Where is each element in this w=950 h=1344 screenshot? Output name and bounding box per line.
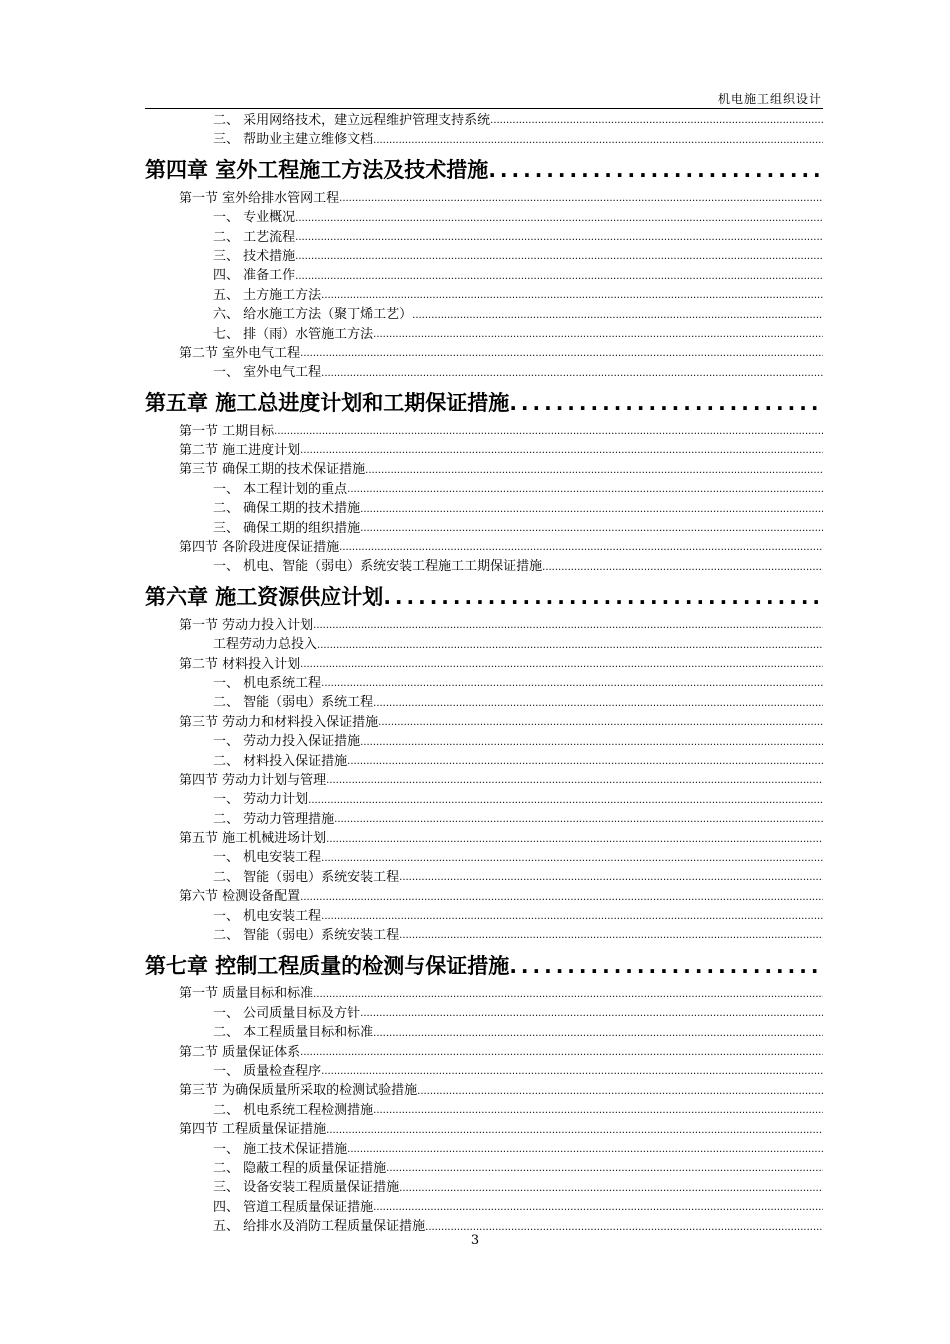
- toc-chapter[interactable]: [145, 152, 823, 189]
- dot-leader: [360, 524, 823, 534]
- toc-entry-label: 二、 智能（弱电）系统安装工程: [213, 928, 400, 944]
- toc-entry-label: 一、 室外电气工程: [213, 365, 322, 381]
- toc-item[interactable]: [145, 693, 823, 712]
- dot-leader: [295, 252, 823, 262]
- dot-leader: [326, 776, 823, 786]
- dot-leader: [313, 621, 823, 631]
- toc-section[interactable]: [145, 1081, 823, 1100]
- dot-leader: [347, 757, 823, 767]
- toc-item[interactable]: [145, 266, 823, 285]
- header-rule: [145, 108, 823, 109]
- toc-chapter[interactable]: [145, 385, 823, 422]
- toc-entry-label: 第四节 工程质量保证措施: [179, 1122, 327, 1138]
- toc-item[interactable]: [145, 325, 823, 344]
- toc-entry-label: 第六节 检测设备配置: [179, 889, 301, 905]
- toc-item[interactable]: [145, 286, 823, 305]
- dot-leader: [295, 233, 823, 243]
- toc-entry-label: 五、 给排水及消防工程质量保证措施: [213, 1219, 426, 1235]
- toc-section[interactable]: [145, 713, 823, 732]
- dot-leader: [274, 427, 823, 437]
- toc-item[interactable]: [145, 557, 823, 576]
- dot-leader: [360, 1009, 823, 1019]
- dot-leader: [300, 893, 823, 903]
- toc-item[interactable]: [145, 208, 823, 227]
- toc-entry-label: 第一节 劳动力投入计划: [179, 617, 314, 633]
- dot-leader: [399, 931, 823, 941]
- dot-leader: [339, 194, 823, 204]
- dot-leader: [383, 587, 823, 607]
- toc-section[interactable]: [145, 984, 823, 1003]
- toc-section[interactable]: [145, 771, 823, 790]
- page-number: 3: [470, 1233, 480, 1248]
- toc-entry-label: 三、 设备安装工程质量保证措施: [213, 1180, 400, 1196]
- toc-item[interactable]: [145, 305, 823, 324]
- dot-leader: [399, 873, 823, 883]
- toc-entry-label: 四、 准备工作: [213, 268, 296, 284]
- toc-item[interactable]: [145, 1178, 823, 1197]
- dot-leader: [490, 116, 823, 126]
- toc-section[interactable]: [145, 441, 823, 460]
- dot-leader: [300, 349, 823, 359]
- toc-item[interactable]: [145, 499, 823, 518]
- toc-item[interactable]: [145, 752, 823, 771]
- toc-entry-label: 一、 质量检查程序: [213, 1064, 322, 1079]
- toc-item[interactable]: [145, 635, 823, 654]
- dot-leader: [542, 563, 823, 573]
- toc-entry-label: 工程劳动力总投入: [213, 637, 318, 653]
- toc-item[interactable]: [145, 868, 823, 887]
- toc-entry-label: 第五节 施工机械进场计划: [179, 831, 327, 847]
- dot-leader: [360, 505, 823, 515]
- toc-item[interactable]: [145, 519, 823, 538]
- table-of-contents: [145, 111, 823, 1237]
- dot-leader: [308, 796, 823, 806]
- toc-item[interactable]: [145, 111, 823, 130]
- toc-entry-label: 二、 本工程质量目标和标准: [213, 1025, 374, 1041]
- toc-item[interactable]: [145, 907, 823, 926]
- toc-entry-label: 第三节 确保工期的技术保证措施: [179, 462, 366, 478]
- dot-leader: [425, 1223, 823, 1233]
- toc-entry-label: 一、 劳动力投入保证措施: [213, 734, 361, 750]
- toc-entry-label: 第一节 室外给排水管网工程: [179, 190, 340, 206]
- dot-leader: [360, 738, 823, 748]
- toc-entry-label: 二、 工艺流程: [213, 229, 296, 245]
- toc-entry-label: 二、 智能（弱电）系统工程: [213, 695, 374, 711]
- toc-item[interactable]: [145, 849, 823, 868]
- dot-leader: [347, 485, 823, 495]
- toc-entry-label: 一、 公司质量目标及方针: [213, 1005, 361, 1021]
- dot-leader: [373, 1203, 823, 1213]
- toc-entry-label: 一、 专业概况: [213, 210, 296, 226]
- dot-leader: [326, 835, 823, 845]
- toc-entry-label: 一、 劳动力计划: [213, 792, 309, 808]
- toc-entry-label: 五、 土方施工方法: [213, 287, 322, 303]
- toc-item[interactable]: [145, 1062, 823, 1081]
- toc-entry-label: 一、 本工程计划的重点: [213, 481, 348, 497]
- dot-leader: [417, 1087, 823, 1097]
- toc-item[interactable]: [145, 1004, 823, 1023]
- toc-item[interactable]: [145, 1159, 823, 1178]
- toc-entry-label: 第三节 劳动力和材料投入保证措施: [179, 714, 379, 730]
- toc-entry-label: 七、 排（雨）水管施工方法: [213, 326, 374, 342]
- dot-leader: [295, 272, 823, 282]
- toc-entry-label: 第二节 材料投入计划: [179, 656, 301, 672]
- toc-entry-label: 第二节 室外电气工程: [179, 345, 301, 361]
- toc-entry-label: 二、 劳动力管理措施: [213, 811, 335, 827]
- dot-leader: [347, 1145, 823, 1155]
- dot-leader: [373, 330, 823, 340]
- toc-entry-label: 一、 施工技术保证措施: [213, 1141, 348, 1157]
- dot-leader: [321, 854, 823, 864]
- toc-item[interactable]: [145, 1023, 823, 1042]
- toc-entry-label: 一、 机电、智能（弱电）系统安装工程施工工期保证措施: [213, 559, 543, 575]
- dot-leader: [321, 369, 823, 379]
- toc-item[interactable]: [145, 926, 823, 945]
- toc-entry-label: 第七章 控制工程质量的检测与保证措施: [145, 953, 510, 978]
- toc-entry-label: 第五章 施工总进度计划和工期保证措施: [145, 391, 510, 416]
- toc-section[interactable]: [145, 616, 823, 635]
- toc-item[interactable]: [145, 480, 823, 499]
- running-header: 机电施工组织设计: [717, 92, 822, 106]
- toc-item[interactable]: [145, 1198, 823, 1217]
- toc-chapter[interactable]: [145, 579, 823, 616]
- toc-section[interactable]: [145, 655, 823, 674]
- toc-entry-label: 二、 确保工期的技术措施: [213, 501, 361, 517]
- dot-leader: [412, 311, 823, 321]
- toc-entry-label: 第三节 为确保质量所采取的检测试验措施: [179, 1083, 418, 1099]
- dot-leader: [300, 660, 823, 670]
- toc-entry-label: 第一节 工期目标: [179, 423, 275, 439]
- toc-entry-label: 一、 机电安装工程: [213, 850, 322, 866]
- dot-leader: [300, 1048, 823, 1058]
- dot-leader: [339, 543, 823, 553]
- toc-entry-label: 第四节 劳动力计划与管理: [179, 772, 327, 788]
- toc-entry-label: 二、 隐蔽工程的质量保证措施: [213, 1160, 387, 1176]
- toc-entry-label: 三、 技术措施: [213, 248, 296, 264]
- toc-entry-label: 三、 确保工期的组织措施: [213, 520, 361, 536]
- toc-item[interactable]: [145, 732, 823, 751]
- toc-item[interactable]: [145, 1140, 823, 1159]
- toc-entry-label: 四、 管道工程质量保证措施: [213, 1199, 374, 1215]
- toc-entry-label: 二、 智能（弱电）系统安装工程: [213, 869, 400, 885]
- dot-leader: [373, 1106, 823, 1116]
- toc-section[interactable]: [145, 344, 823, 363]
- dot-leader: [488, 160, 823, 180]
- toc-entry-label: 第四章 室外工程施工方法及技术措施: [145, 158, 489, 183]
- toc-section[interactable]: [145, 189, 823, 208]
- toc-entry-label: 六、 给水施工方法（聚丁烯工艺）: [213, 307, 413, 323]
- toc-entry-label: 三、 帮助业主建立维修文档: [213, 132, 374, 148]
- dot-leader: [321, 912, 823, 922]
- toc-item[interactable]: [145, 810, 823, 829]
- dot-leader: [509, 393, 823, 413]
- dot-leader: [321, 291, 823, 301]
- toc-section[interactable]: [145, 538, 823, 557]
- toc-section[interactable]: [145, 829, 823, 848]
- toc-entry-label: 第六章 施工资源供应计划: [145, 585, 384, 610]
- dot-leader: [295, 214, 823, 224]
- toc-section[interactable]: [145, 1043, 823, 1062]
- toc-entry-label: 第一节 质量目标和标准: [179, 986, 314, 1002]
- dot-leader: [373, 1029, 823, 1039]
- toc-item[interactable]: [145, 1101, 823, 1120]
- dot-leader: [321, 1067, 823, 1077]
- toc-entry-label: 第二节 施工进度计划: [179, 443, 301, 459]
- dot-leader: [373, 699, 823, 709]
- toc-item[interactable]: [145, 790, 823, 809]
- toc-section[interactable]: [145, 1120, 823, 1139]
- dot-leader: [509, 956, 823, 976]
- dot-leader: [334, 815, 823, 825]
- toc-entry-label: 第二节 质量保证体系: [179, 1044, 301, 1060]
- toc-entry-label: 二、 材料投入保证措施: [213, 753, 348, 769]
- dot-leader: [300, 446, 823, 456]
- dot-leader: [313, 990, 823, 1000]
- toc-item[interactable]: [145, 674, 823, 693]
- toc-entry-label: 第四节 各阶段进度保证措施: [179, 540, 340, 556]
- dot-leader: [321, 679, 823, 689]
- dot-leader: [386, 1164, 823, 1174]
- toc-section[interactable]: [145, 422, 823, 441]
- dot-leader: [399, 1184, 823, 1194]
- toc-entry-label: 二、 机电系统工程检测措施: [213, 1102, 374, 1118]
- toc-item[interactable]: [145, 247, 823, 266]
- toc-entry-label: 二、 采用网络技术，建立远程维护管理支持系统: [213, 112, 491, 128]
- dot-leader: [373, 136, 823, 146]
- toc-section[interactable]: [145, 460, 823, 479]
- toc-entry-label: 一、 机电系统工程: [213, 675, 322, 691]
- dot-leader: [365, 466, 823, 476]
- toc-entry-label: 一、 机电安装工程: [213, 908, 322, 924]
- dot-leader: [326, 1126, 823, 1136]
- dot-leader: [317, 641, 823, 651]
- toc-chapter[interactable]: [145, 947, 823, 984]
- toc-item[interactable]: [145, 130, 823, 149]
- toc-item[interactable]: [145, 228, 823, 247]
- toc-section[interactable]: [145, 887, 823, 906]
- dot-leader: [378, 718, 823, 728]
- toc-item[interactable]: [145, 363, 823, 382]
